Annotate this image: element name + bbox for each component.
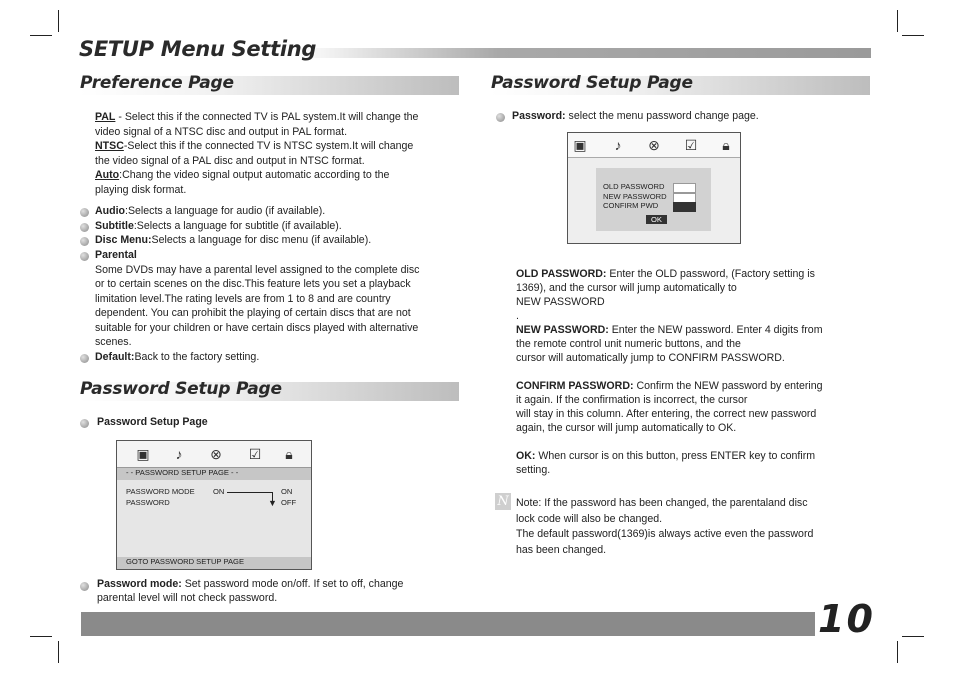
note-line: Note: If the password has been changed, the parentaland disc	[516, 497, 808, 509]
crop-mark	[30, 35, 52, 36]
bullet-icon	[80, 354, 89, 363]
title-bar	[297, 48, 871, 58]
note-icon: N	[495, 493, 511, 510]
crop-mark	[30, 636, 52, 637]
option-off[interactable]: OFF	[281, 498, 297, 507]
bullet-icon	[80, 419, 89, 428]
arrow-line	[227, 492, 272, 493]
crop-mark	[902, 35, 924, 36]
confirm-password-label: CONFIRM PWD	[603, 201, 659, 210]
lock-icon: 🔒︎	[722, 137, 730, 153]
old-password-line4: .	[516, 310, 519, 322]
bullet-icon	[80, 208, 89, 217]
old-password-line2: 1369), and the cursor will jump automatically to	[516, 282, 737, 294]
ntsc-line1: -Select this if the connected TV is NTSC system.It will change	[123, 140, 414, 152]
new-password-paragraph	[516, 323, 876, 365]
parental-item	[95, 248, 480, 350]
password-item	[512, 109, 759, 124]
bullet-icon	[496, 113, 505, 122]
audio-item	[95, 204, 325, 219]
old-password-label: OLD PASSWORD	[603, 182, 665, 191]
pal-line2: video signal of a NTSC disc and output in PAL format.	[95, 125, 348, 138]
parental-line: dependent. You can prohibit the playing of certain discs that are not	[95, 307, 411, 319]
disc-menu-item	[95, 233, 371, 248]
default-label: Default:	[95, 351, 135, 363]
video-setup-icon: ⊗	[210, 446, 222, 462]
confirm-password-line1: Confirm the NEW password by entering	[633, 380, 823, 392]
password-label: PASSWORD	[126, 498, 170, 507]
password-dialog	[596, 168, 711, 231]
screen-header: - - PASSWORD SETUP PAGE - -	[117, 468, 311, 480]
confirm-password-paragraph	[516, 379, 876, 435]
general-setup-icon: ▣	[573, 137, 587, 153]
video-setup-icon: ⊗	[648, 137, 660, 153]
general-setup-icon: ▣	[136, 446, 150, 462]
crop-mark	[58, 10, 59, 32]
note-line: lock code will also be changed.	[516, 512, 663, 525]
parental-line: limitation level.The rating levels are from 1 to 8 and are country	[95, 292, 391, 305]
page-number: 10	[818, 597, 875, 641]
page-title: SETUP Menu Setting	[79, 37, 317, 61]
note-line: has been changed.	[516, 543, 607, 556]
pal-label: PAL	[95, 111, 116, 123]
option-on[interactable]: ON	[281, 487, 293, 496]
lock-icon: 🔒︎	[285, 446, 293, 462]
confirm-password-line2: it again. If the confirmation is incorrect, the cursor	[516, 394, 748, 406]
arrow-down-icon: ▼	[268, 498, 277, 508]
subtitle-text: :Selects a language for subtitle (if available).	[133, 220, 342, 232]
new-password-title: NEW PASSWORD:	[516, 324, 609, 336]
audio-setup-icon: ♪	[614, 137, 622, 153]
password-text: select the menu password change page.	[565, 110, 759, 122]
ok-button[interactable]: OK	[646, 215, 667, 224]
password-mode-label: PASSWORD MODE	[126, 487, 195, 496]
parental-line: scenes.	[95, 336, 132, 348]
password-mode-value: ON	[213, 487, 225, 496]
parental-line: suitable for your children or have certain discs played with alternative	[95, 321, 419, 334]
pal-line1: - Select this if the connected TV is PAL system.It will change the	[115, 111, 419, 123]
audio-label: Audio	[95, 205, 126, 217]
preference-icon: ☑	[684, 137, 698, 153]
password-setup-screen	[116, 440, 312, 570]
password-mode-line1: Set password mode on/off. If set to off, change	[181, 578, 404, 590]
password-mode-title: Password mode:	[97, 578, 182, 590]
password-setup-bullet: Password Setup Page	[97, 416, 208, 428]
bullet-icon	[80, 582, 89, 591]
crop-mark	[897, 641, 898, 663]
old-password-line3: NEW PASSWORD	[516, 296, 605, 308]
auto-line2: playing disk format.	[95, 183, 187, 196]
confirm-password-line3: will stay in this column. After entering, the correct new password	[516, 408, 817, 420]
old-password-input[interactable]	[673, 183, 696, 193]
confirm-password-title: CONFIRM PASSWORD:	[516, 380, 634, 392]
crop-mark	[897, 10, 898, 32]
section-title-password-left: Password Setup Page	[80, 379, 282, 399]
section-title-preference: Preference Page	[80, 73, 234, 93]
crop-mark	[58, 641, 59, 663]
old-password-paragraph	[516, 267, 876, 323]
ok-title: OK:	[516, 450, 536, 462]
crop-mark	[902, 636, 924, 637]
note-line: The default password(1369)is always active even the password	[516, 528, 814, 540]
password-mode-line2: parental level will not check password.	[97, 591, 278, 604]
audio-setup-icon: ♪	[175, 446, 183, 462]
ntsc-line2: the video signal of a PAL disc and output in NTSC format.	[95, 154, 365, 167]
auto-label: Auto	[95, 169, 120, 181]
note-paragraph	[516, 496, 876, 558]
screen-footer: GOTO PASSWORD SETUP PAGE	[117, 557, 311, 569]
password-label: Password:	[512, 110, 566, 122]
subtitle-label: Subtitle	[95, 220, 134, 232]
old-password-line1: Enter the OLD password, (Factory setting is	[606, 268, 815, 280]
ntsc-label: NTSC	[95, 140, 124, 152]
parental-label: Parental	[95, 249, 137, 261]
confirm-password-input[interactable]	[673, 202, 696, 212]
ok-line2: setting.	[516, 464, 551, 476]
ok-line1: When cursor is on this button, press ENTER key to confirm	[535, 450, 816, 462]
default-text: Back to the factory setting.	[134, 351, 260, 363]
new-password-line2: the remote control unit numeric buttons, and the	[516, 338, 741, 350]
password-mode-item	[97, 578, 467, 605]
disc-menu-label: Disc Menu:	[95, 234, 152, 246]
new-password-label: NEW PASSWORD	[603, 192, 667, 201]
section-title-password-right: Password Setup Page	[491, 73, 693, 93]
audio-text: :Selects a language for audio (if available).	[125, 205, 326, 217]
auto-line1: :Chang the video signal output automatic according to the	[119, 169, 390, 181]
new-password-line3: cursor will automatically jump to CONFIRM PASSWORD.	[516, 352, 785, 364]
pal-paragraph	[95, 110, 475, 197]
bullet-icon	[80, 223, 89, 232]
confirm-password-line4: again, the cursor will jump automatically to OK.	[516, 422, 737, 434]
footer-bar	[81, 612, 815, 636]
bullet-icon	[80, 237, 89, 246]
ok-paragraph	[516, 449, 876, 477]
subtitle-item	[95, 219, 342, 234]
preference-icon: ☑	[248, 446, 262, 462]
parental-line: or to certain scenes on the disc.This feature lets you set a playback	[95, 278, 411, 290]
disc-menu-text: Selects a language for disc menu (if available).	[151, 234, 372, 246]
new-password-line1: Enter the NEW password. Enter 4 digits from	[608, 324, 823, 336]
bullet-icon	[80, 252, 89, 261]
default-item	[95, 350, 259, 365]
parental-line: Some DVDs may have a parental level assigned to the complete disc	[95, 263, 420, 276]
old-password-title: OLD PASSWORD:	[516, 268, 607, 280]
password-change-screen	[567, 132, 741, 244]
